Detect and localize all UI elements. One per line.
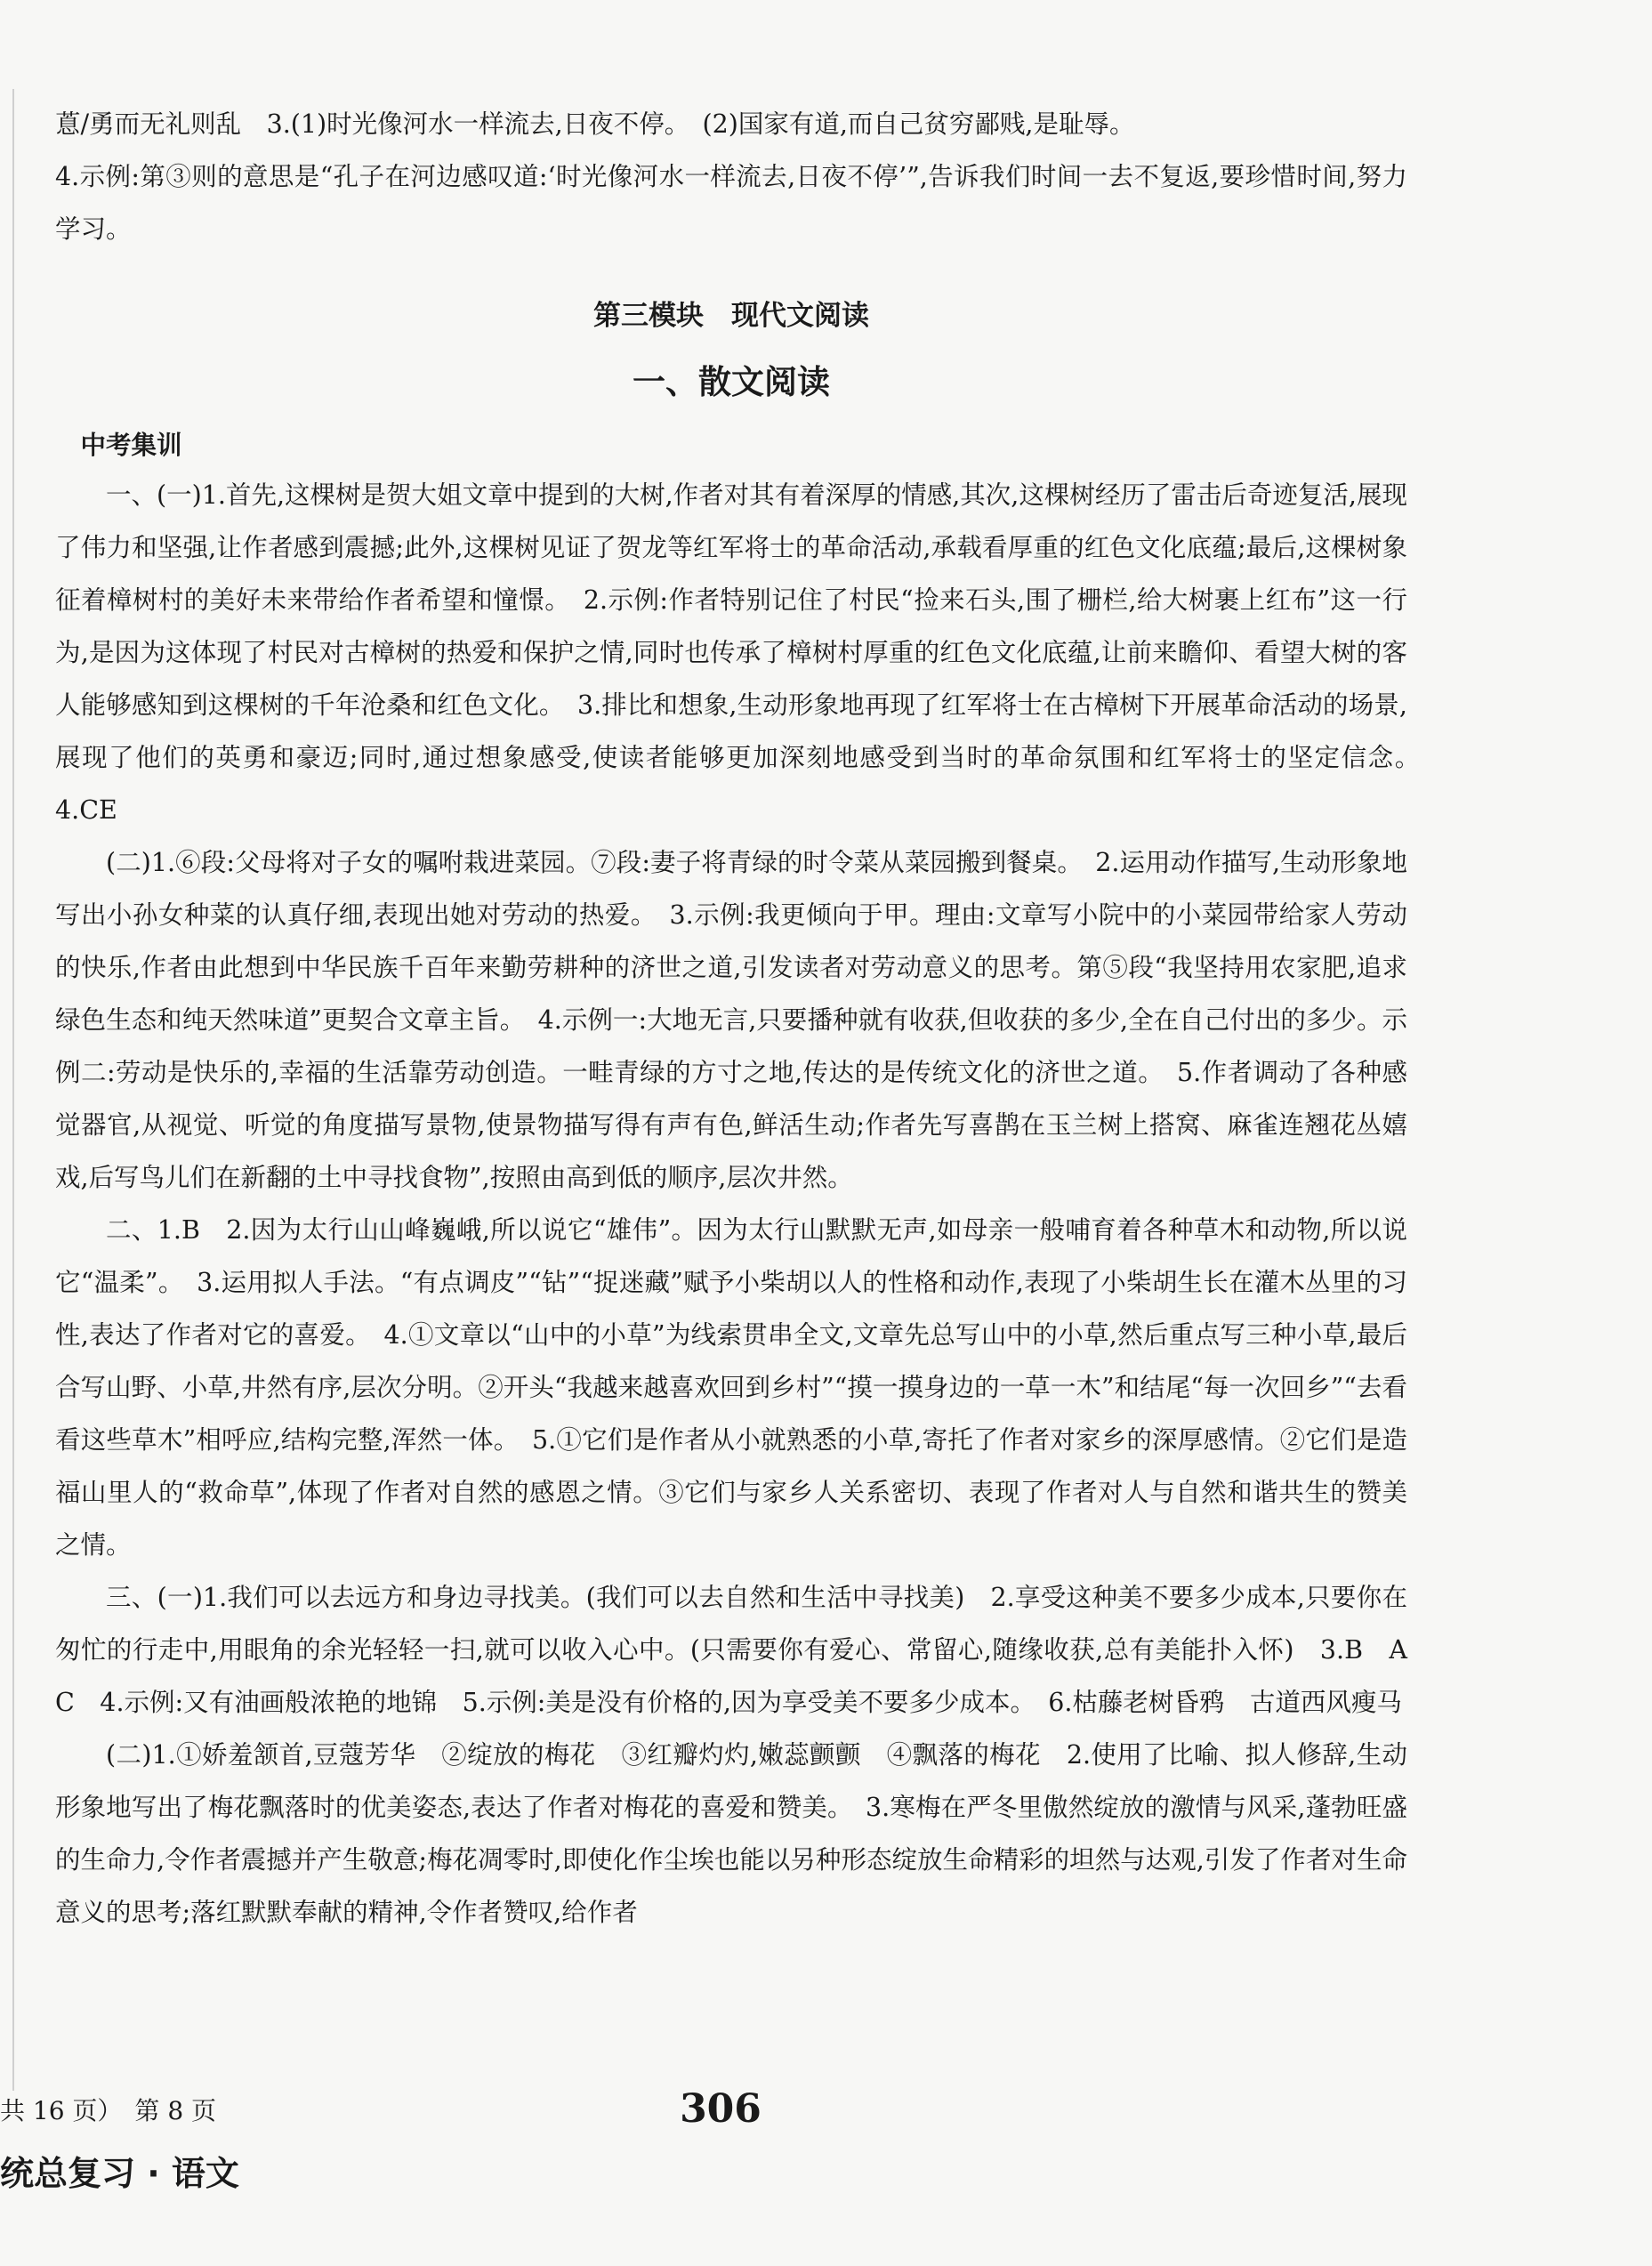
- paragraph-section-3-2: (二)1.①娇羞颔首,豆蔻芳华 ②绽放的梅花 ③红瓣灼灼,嫩蕊颤颤 ④飘落的梅花 2.使用了比喻、拟人修辞,生动形象地写出了梅花飘落时的优美姿态,表达了作者对梅花的喜爱和赞美。 3.寒梅在严冬里傲然绽放的激情与风采,蓬勃旺盛的生命力,令作者震撼并产生敬意;梅花凋零时,即使化作尘埃也能以另种形态绽放生命精彩的坦然与达观,引发了作者对生命意义的思考;落红默默奉献的精神,令作者赞叹,给作者: [55, 1740, 1407, 1927]
- section-title: 一、散文阅读: [633, 362, 830, 401]
- paragraph-section-1-2: (二)1.⑥段:父母将对子女的嘱咐栽进菜园。⑦段:妻子将青绿的时令菜从菜园搬到餐桌。 2.运用动作描写,生动形象地写出小孙女种菜的认真仔细,表现出她对劳动的热爱。 3.示例:我更倾向于甲。理由:文章写小院中的小菜园带给家人劳动的快乐,作者由此想到中华民族千百年来勤劳耕种的济世之道,引发读者对劳动意义的思考。第⑤段“我坚持用农家肥,追求绿色生态和纯天然味道”更契合文章主旨。 4.示例一:大地无言,只要播种就有收获,但收获的多少,全在自己付出的多少。示例二:劳动是快乐的,幸福的生活靠劳动创造。一畦青绿的方寸之地,传达的是传统文化的济世之道。 5.作者调动了各种感觉器官,从视觉、听觉的角度描写景物,使景物描写得有声有色,鲜活生动;作者先写喜鹊在玉兰树上搭窝、麻雀连翘花丛嬉戏,后写鸟儿们在新翻的土中寻找食物”,按照由高到低的顺序,层次井然。: [55, 848, 1407, 1192]
- paragraph-answer-4: 4.示例:第③则的意思是“孔子在河边感叹道:‘时光像河水一样流去,日夜不停’”,告诉我们时间一去不复返,要珍惜时间,努力学习。: [55, 162, 1407, 244]
- paragraph-section-3-1: 三、(一)1.我们可以去远方和身边寻找美。(我们可以去自然和生活中寻找美) 2.享受这种美不要多少成本,只要你在匆忙的行走中,用眼角的余光轻轻一扫,就可以收入心中。(只需要你有爱心、常留心,随缘收获,总有美能扑入怀) 3.B A C 4.示例:又有油画般浓艳的地锦 5.示例:美是没有价格的,因为享受美不要多少成本。 6.枯藤老树昏鸦 古道西风瘦马: [55, 1583, 1433, 1717]
- paragraph-section-2: 二、1.B 2.因为太行山山峰巍峨,所以说它“雄伟”。因为太行山默默无声,如母亲一般哺育着各种草木和动物,所以说它“温柔”。 3.运用拟人手法。“有点调皮”“钻”“捉迷藏”赋予小柴胡以人的性格和动作,表现了小柴胡生长在灌木丛里的习性,表达了作者对它的喜爱。 4.①文章以“山中的小草”为线索贯串全文,文章先总写山中的小草,然后重点写三种小草,最后合写山野、小草,井然有序,层次分明。②开头“我越来越喜欢回到乡村”“摸一摸身边的一草一木”和结尾“每一次回乡”“去看看这些草木”相呼应,结构完整,浑然一体。 5.①它们是作者从小就熟悉的小草,寄托了作者对家乡的深厚感情。②它们是造福山里人的“救命草”,体现了作者对自然的感恩之情。③它们与家乡人关系密切、表现了作者对人与自然和谐共生的赞美之情。: [55, 1215, 1407, 1560]
- subsection-title: 中考集训: [80, 430, 182, 460]
- binding-margin-line: [12, 89, 14, 2091]
- module-title: 第三模块 现代文阅读: [593, 300, 869, 332]
- answer-content: [55, 98, 1433, 1939]
- paragraph-continuation: 蒠/勇而无礼则乱 3.(1)时光像河水一样流去,日夜不停。 (2)国家有道,而自己贫穷鄙贱,是耻辱。: [55, 109, 1135, 139]
- page-number: 306: [680, 2086, 762, 2132]
- book-title: 统总复习 · 语文: [0, 2154, 239, 2193]
- paragraph-section-1-1: 一、(一)1.首先,这棵树是贺大姐文章中提到的大树,作者对其有着深厚的情感,其次,这棵树经历了雷击后奇迹复活,展现了伟力和坚强,让作者感到震撼;此外,这棵树见证了贺龙等红军将士的革命活动,承载看厚重的红色文化底蕴;最后,这棵树象征着樟树村的美好未来带给作者希望和憧憬。 2.示例:作者特别记住了村民“捡来石头,围了栅栏,给大树裹上红布”这一行为,是因为这体现了村民对古樟树的热爱和保护之情,同时也传承了樟树村厚重的红色文化底蕴,让前来瞻仰、看望大树的客人能够感知到这棵树的千年沧桑和红色文化。 3.排比和想象,生动形象地再现了红军将士在古樟树下开展革命活动的场景,展现了他们的英勇和豪迈;同时,通过想象感受,使读者能够更加深刻地感受到当时的革命氛围和红军将士的坚定信念。 4.CE: [55, 480, 1433, 825]
- footer-page-info: 共 16 页） 第 8 页: [0, 2096, 217, 2125]
